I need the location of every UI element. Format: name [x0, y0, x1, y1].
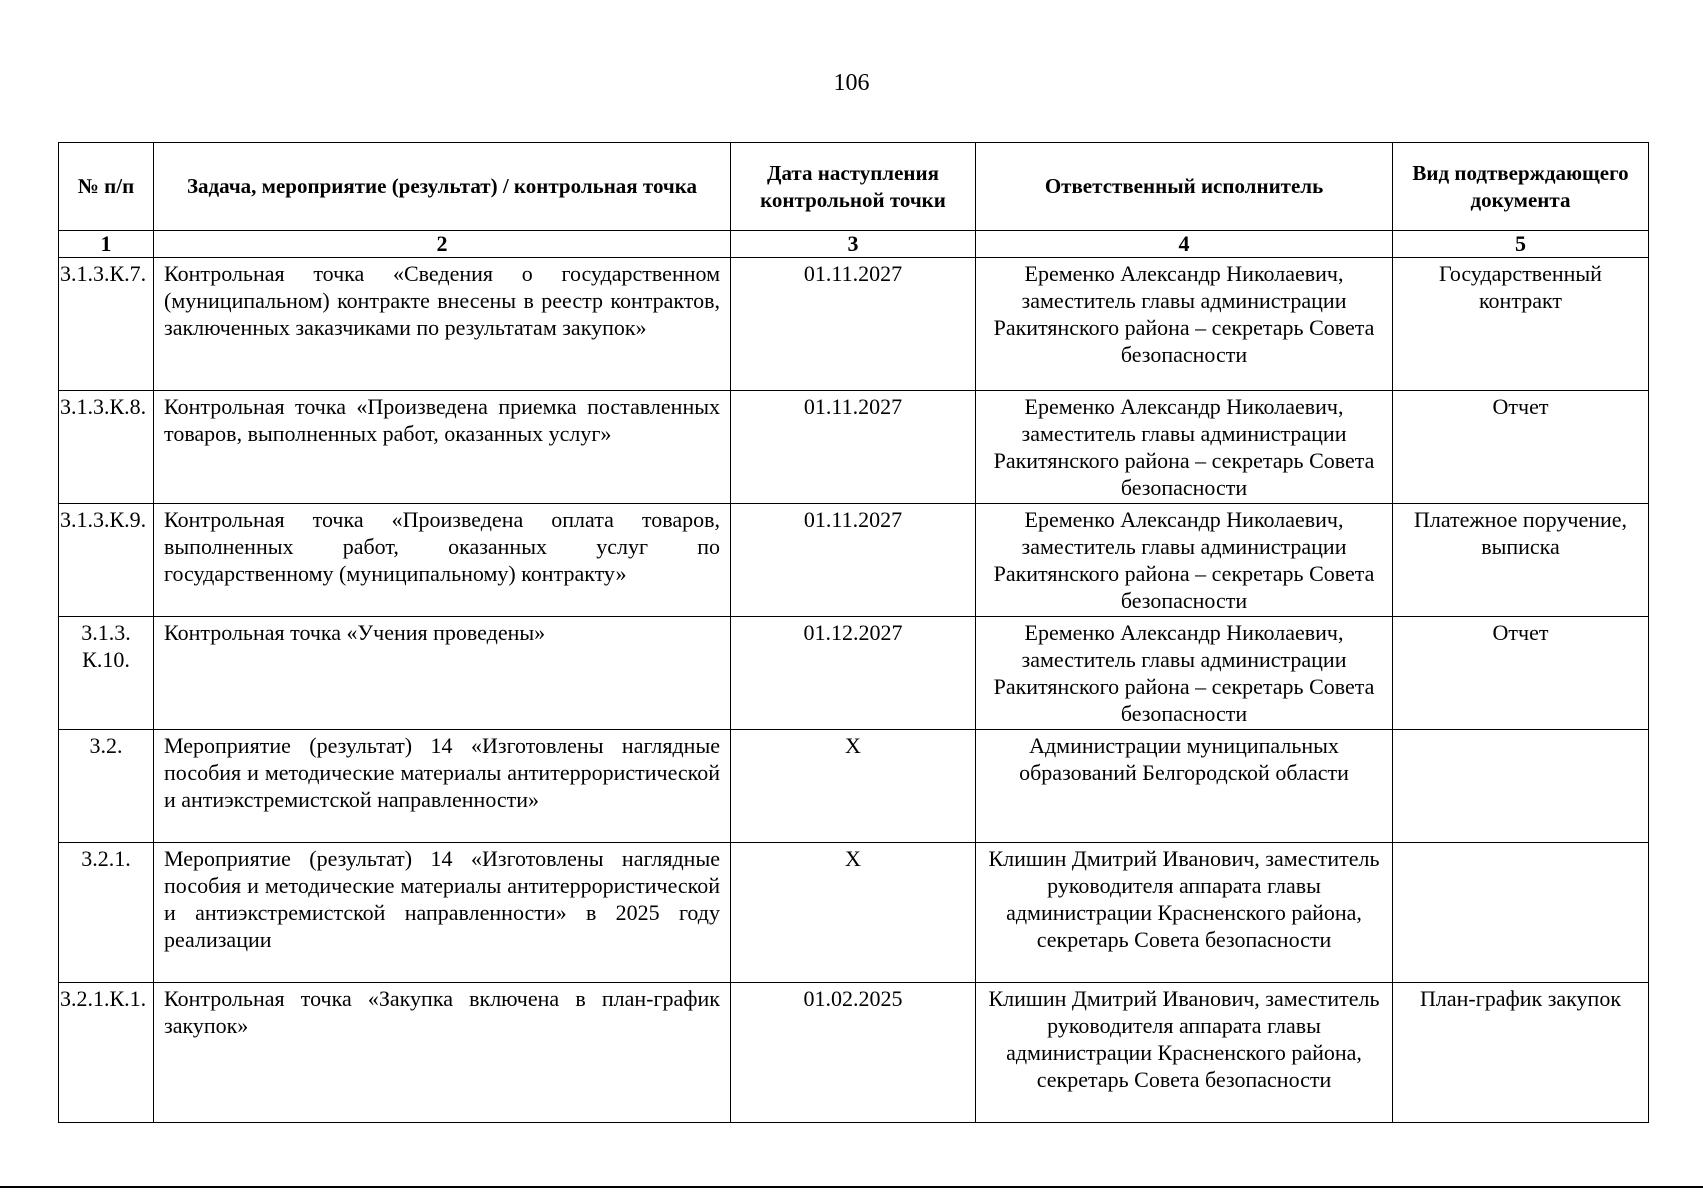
row-responsible: Еременко Александр Николаевич, заместитель главы администрации Ракитянского района – секретарь Совета безопасности — [976, 391, 1393, 504]
table-row — [59, 391, 1649, 504]
column-numbers-row — [59, 231, 1649, 258]
column-number: 2 — [154, 231, 731, 258]
column-number: 1 — [59, 231, 154, 258]
row-date: 01.02.2025 — [731, 983, 976, 1123]
row-document — [1393, 843, 1649, 983]
row-task: Мероприятие (результат) 14 «Изготовлены наглядные пособия и методические материалы антитеррористической и антиэкстремистской направленности» в 2025 году реализации — [154, 843, 731, 983]
row-document: Отчет — [1393, 391, 1649, 504]
row-number: 3.2.1. — [59, 843, 154, 983]
row-task: Контрольная точка «Закупка включена в план-график закупок» — [154, 983, 731, 1123]
page-number: 106 — [833, 70, 870, 96]
row-task: Контрольная точка «Учения проведены» — [154, 617, 731, 730]
header-task: Задача, мероприятие (результат) / контрольная точка — [154, 143, 731, 231]
row-date: X — [731, 730, 976, 843]
row-task: Контрольная точка «Произведена приемка поставленных товаров, выполненных работ, оказанных услуг» — [154, 391, 731, 504]
row-responsible: Еременко Александр Николаевич, заместитель главы администрации Ракитянского района – секретарь Совета безопасности — [976, 258, 1393, 391]
table-header-row — [59, 143, 1649, 231]
column-number: 4 — [976, 231, 1393, 258]
row-responsible: Клишин Дмитрий Иванович, заместитель руководителя аппарата главы администрации Красненского района, секретарь Совета безопасности — [976, 843, 1393, 983]
row-document: Платежное поручение, выписка — [1393, 504, 1649, 617]
header-date: Дата наступления контрольной точки — [731, 143, 976, 231]
header-responsible: Ответственный исполнитель — [976, 143, 1393, 231]
row-number: 3.1.3. К.10. — [59, 617, 154, 730]
row-number: 3.2. — [59, 730, 154, 843]
row-date: 01.11.2027 — [731, 258, 976, 391]
table-row — [59, 983, 1649, 1123]
bottom-rule — [0, 1186, 1703, 1188]
control-points-table — [58, 142, 1649, 1123]
row-document: Государственный контракт — [1393, 258, 1649, 391]
row-task: Контрольная точка «Произведена оплата товаров, выполненных работ, оказанных услуг по государственному (муниципальному) контракту» — [154, 504, 731, 617]
header-document: Вид подтверждающего документа — [1393, 143, 1649, 231]
table-row — [59, 730, 1649, 843]
row-task: Мероприятие (результат) 14 «Изготовлены наглядные пособия и методические материалы антитеррористической и антиэкстремистской направленности» — [154, 730, 731, 843]
table-row — [59, 843, 1649, 983]
row-date: 01.11.2027 — [731, 391, 976, 504]
column-number: 3 — [731, 231, 976, 258]
row-document: Отчет — [1393, 617, 1649, 730]
row-date: 01.12.2027 — [731, 617, 976, 730]
table-row — [59, 258, 1649, 391]
row-date: X — [731, 843, 976, 983]
row-date: 01.11.2027 — [731, 504, 976, 617]
row-number: 3.2.1.К.1. — [59, 983, 154, 1123]
row-responsible: Еременко Александр Николаевич, заместитель главы администрации Ракитянского района – секретарь Совета безопасности — [976, 617, 1393, 730]
column-number: 5 — [1393, 231, 1649, 258]
table-row — [59, 617, 1649, 730]
row-number: 3.1.3.К.8. — [59, 391, 154, 504]
row-responsible: Клишин Дмитрий Иванович, заместитель руководителя аппарата главы администрации Красненского района, секретарь Совета безопасности — [976, 983, 1393, 1123]
row-document — [1393, 730, 1649, 843]
header-number: № п/п — [59, 143, 154, 231]
row-document: План-график закупок — [1393, 983, 1649, 1123]
row-number: 3.1.3.К.9. — [59, 504, 154, 617]
table-row — [59, 504, 1649, 617]
row-number: 3.1.3.К.7. — [59, 258, 154, 391]
row-task: Контрольная точка «Сведения о государственном (муниципальном) контракте внесены в реестр контрактов, заключенных заказчиками по результатам закупок» — [154, 258, 731, 391]
row-responsible: Еременко Александр Николаевич, заместитель главы администрации Ракитянского района – секретарь Совета безопасности — [976, 504, 1393, 617]
row-responsible: Администрации муниципальных образований Белгородской области — [976, 730, 1393, 843]
